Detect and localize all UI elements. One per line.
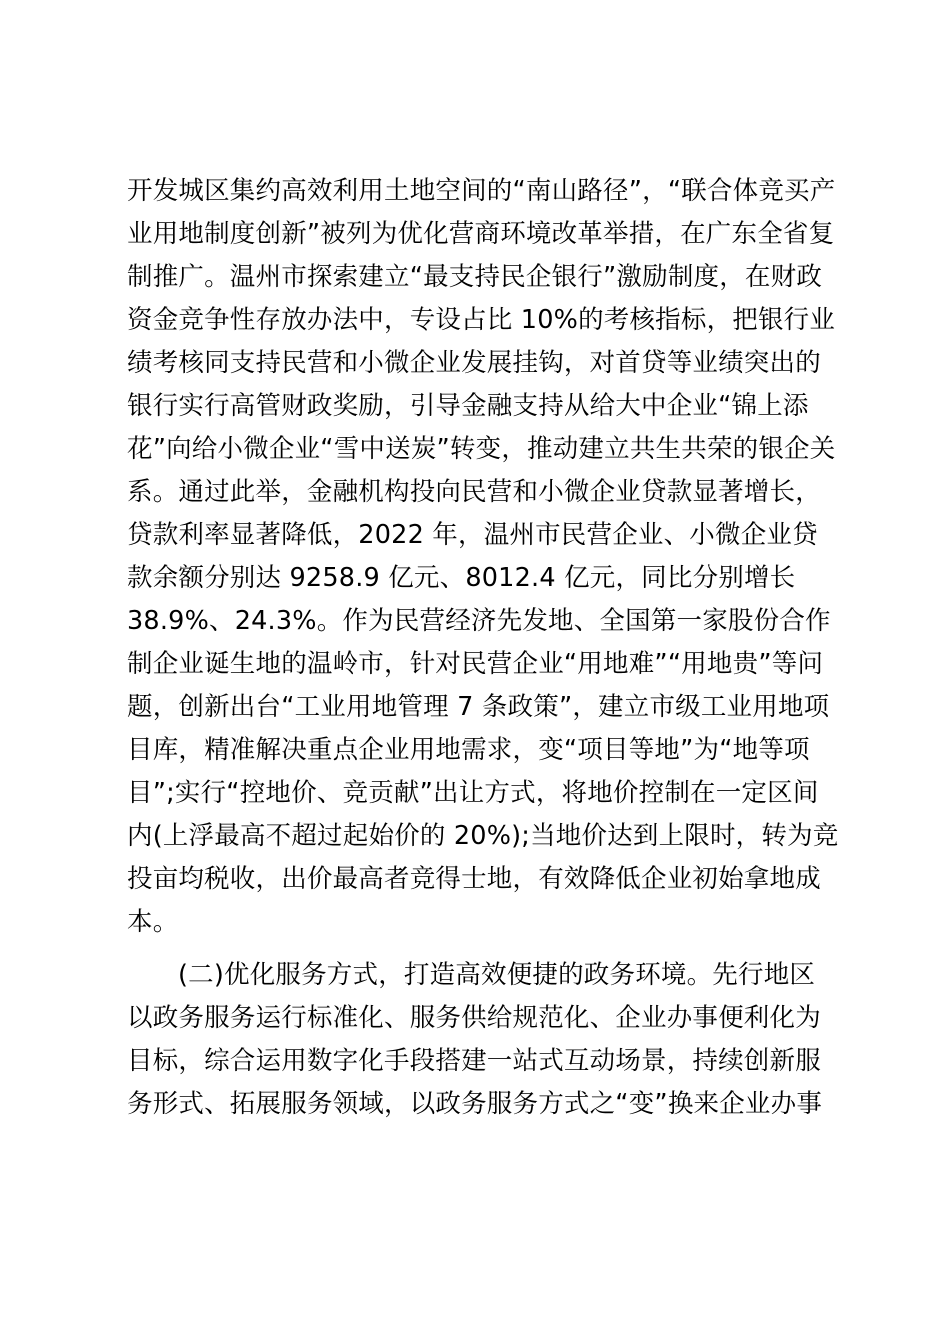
text-line: 以政务服务运行标准化、服务供给规范化、企业办事便利化为 xyxy=(127,1003,821,1033)
text-line: 制推广。温州市探索建立“最支持民企银行”激励制度，在财政 xyxy=(127,262,823,292)
paragraph-spacer xyxy=(127,944,827,954)
text-line: 题，创新出台“工业用地管理 7 条政策”，建立市级工业用地项 xyxy=(127,692,830,722)
text-line: 38.9%、24.3%。作为民营经济先发地、全国第一家股份合作 xyxy=(127,606,831,636)
text-line: 内(上浮最高不超过起始价的 20%);当地价达到上限时，转为竞 xyxy=(127,821,839,851)
text-line: 款余额分别达 9258.9 亿元、8012.4 亿元，同比分别增长 xyxy=(127,563,796,593)
text-line: 目库，精准解决重点企业用地需求，变“项目等地”为“地等项 xyxy=(127,735,810,765)
text-line: 贷款利率显著降低，2022 年，温州市民营企业、小微企业贷 xyxy=(127,520,818,550)
text-line: 绩考核同支持民营和小微企业发展挂钩，对首贷等业绩突出的 xyxy=(127,348,821,378)
text-line: 制企业诞生地的温岭市，针对民营企业“用地难”“用地贵”等问 xyxy=(127,649,824,679)
text-line: 投亩均税收，出价最高者竞得士地，有效降低企业初始拿地成 xyxy=(127,864,821,894)
text-line: 花”向给小微企业“雪中送炭”转变，推动建立共生共荣的银企关 xyxy=(127,434,836,464)
text-line: 本。 xyxy=(127,907,179,937)
text-line: 资金竞争性存放办法中，专设占比 10%的考核指标，把银行业 xyxy=(127,305,836,335)
paragraph-2 xyxy=(127,954,827,1126)
text-line: 银行实行高管财政奖励，引导金融支持从给大中企业“锦上添 xyxy=(127,391,809,421)
text-line-indented: (二)优化服务方式，打造高效便捷的政务环境。先行地区 xyxy=(178,960,816,990)
text-line: 目”;实行“控地价、竞贡献”出让方式，将地价控制在一定区间 xyxy=(127,778,819,808)
paragraph-1 xyxy=(127,170,839,944)
text-line: 系。通过此举，金融机构投向民营和小微企业贷款显著增长， xyxy=(127,477,821,507)
body-text xyxy=(127,170,839,1126)
text-line: 务形式、拓展服务领域，以政务服务方式之“变”换来企业办事 xyxy=(127,1089,823,1119)
text-line: 开发城区集约高效利用土地空间的“南山路径”，“联合体竞买产 xyxy=(127,176,836,206)
text-line: 目标，综合运用数字化手段搭建一站式互动场景，持续创新服 xyxy=(127,1046,821,1076)
text-line: 业用地制度创新”被列为优化营商环境改革举措，在广东全省复 xyxy=(127,219,835,249)
